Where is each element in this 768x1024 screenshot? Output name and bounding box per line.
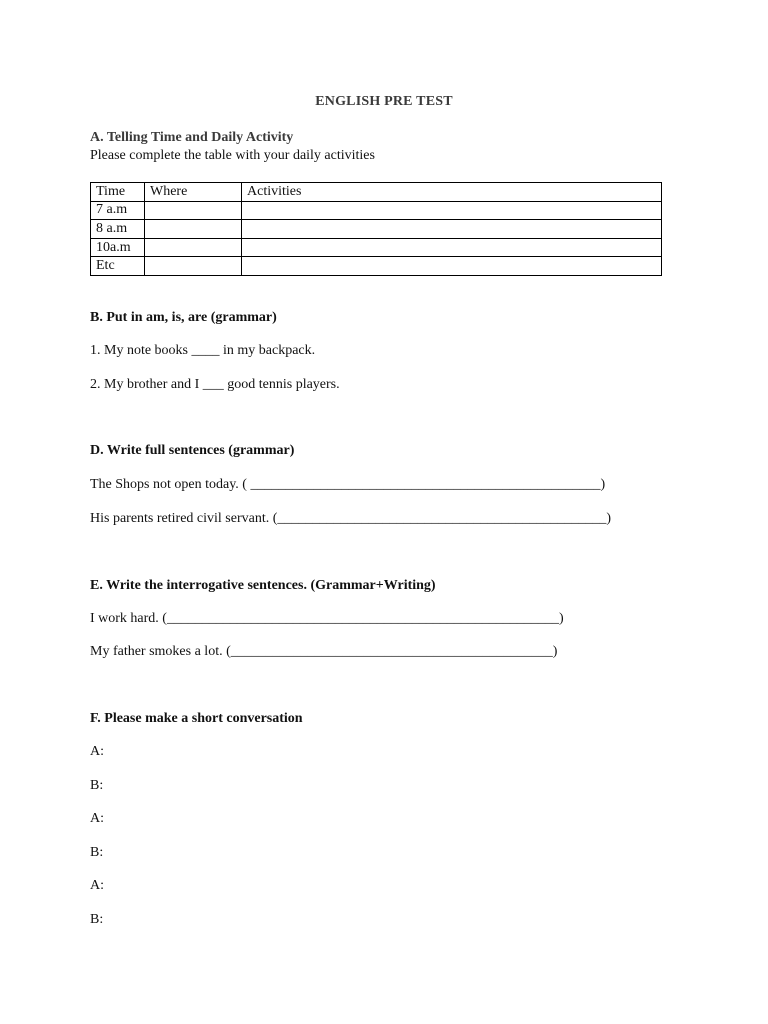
section-a-heading: A. Telling Time and Daily Activity — [90, 130, 294, 145]
table-row — [91, 238, 662, 257]
table-cell-where — [145, 238, 242, 257]
section-d-item-1: The Shops not open today. ( __________________________________________________) — [90, 477, 606, 492]
table-header-row — [91, 183, 662, 202]
table-row — [91, 201, 662, 220]
table-cell-time: Etc — [91, 257, 145, 276]
section-b-item-2: 2. My brother and I ___ good tennis players. — [90, 377, 340, 392]
table-cell-activities — [242, 201, 662, 220]
conversation-line-a: A: — [90, 811, 104, 826]
table-cell-activities — [242, 257, 662, 276]
column-header-where: Where — [145, 183, 242, 202]
page-title: ENGLISH PRE TEST — [315, 94, 453, 109]
section-a-instruction: Please complete the table with your daily activities — [90, 148, 375, 163]
column-header-time: Time — [91, 183, 145, 202]
table-cell-time: 7 a.m — [91, 201, 145, 220]
section-b-heading: B. Put in am, is, are (grammar) — [90, 310, 277, 325]
table-cell-where — [145, 201, 242, 220]
table-row — [91, 257, 662, 276]
section-f-heading: F. Please make a short conversation — [90, 711, 303, 726]
section-e-heading: E. Write the interrogative sentences. (Grammar+Writing) — [90, 578, 436, 593]
section-b-item-1: 1. My note books ____ in my backpack. — [90, 343, 316, 358]
column-header-activities: Activities — [242, 183, 662, 202]
table-row — [91, 220, 662, 239]
conversation-line-b: B: — [90, 778, 104, 793]
section-d-heading: D. Write full sentences (grammar) — [90, 443, 295, 458]
section-e-item-2: My father smokes a lot. (______________________________________________) — [90, 644, 558, 659]
table-cell-time: 8 a.m — [91, 220, 145, 239]
table-cell-activities — [242, 238, 662, 257]
conversation-line-b: B: — [90, 912, 104, 927]
table-cell-where — [145, 220, 242, 239]
conversation-line-a: A: — [90, 878, 104, 893]
conversation-line-b: B: — [90, 845, 104, 860]
section-e-item-1: I work hard. (________________________________________________________) — [90, 611, 564, 626]
table-cell-time: 10a.m — [91, 238, 145, 257]
table-cell-activities — [242, 220, 662, 239]
conversation-line-a: A: — [90, 744, 104, 759]
table-cell-where — [145, 257, 242, 276]
section-d-item-2: His parents retired civil servant. (_______________________________________________) — [90, 511, 612, 526]
activity-table — [90, 182, 662, 276]
